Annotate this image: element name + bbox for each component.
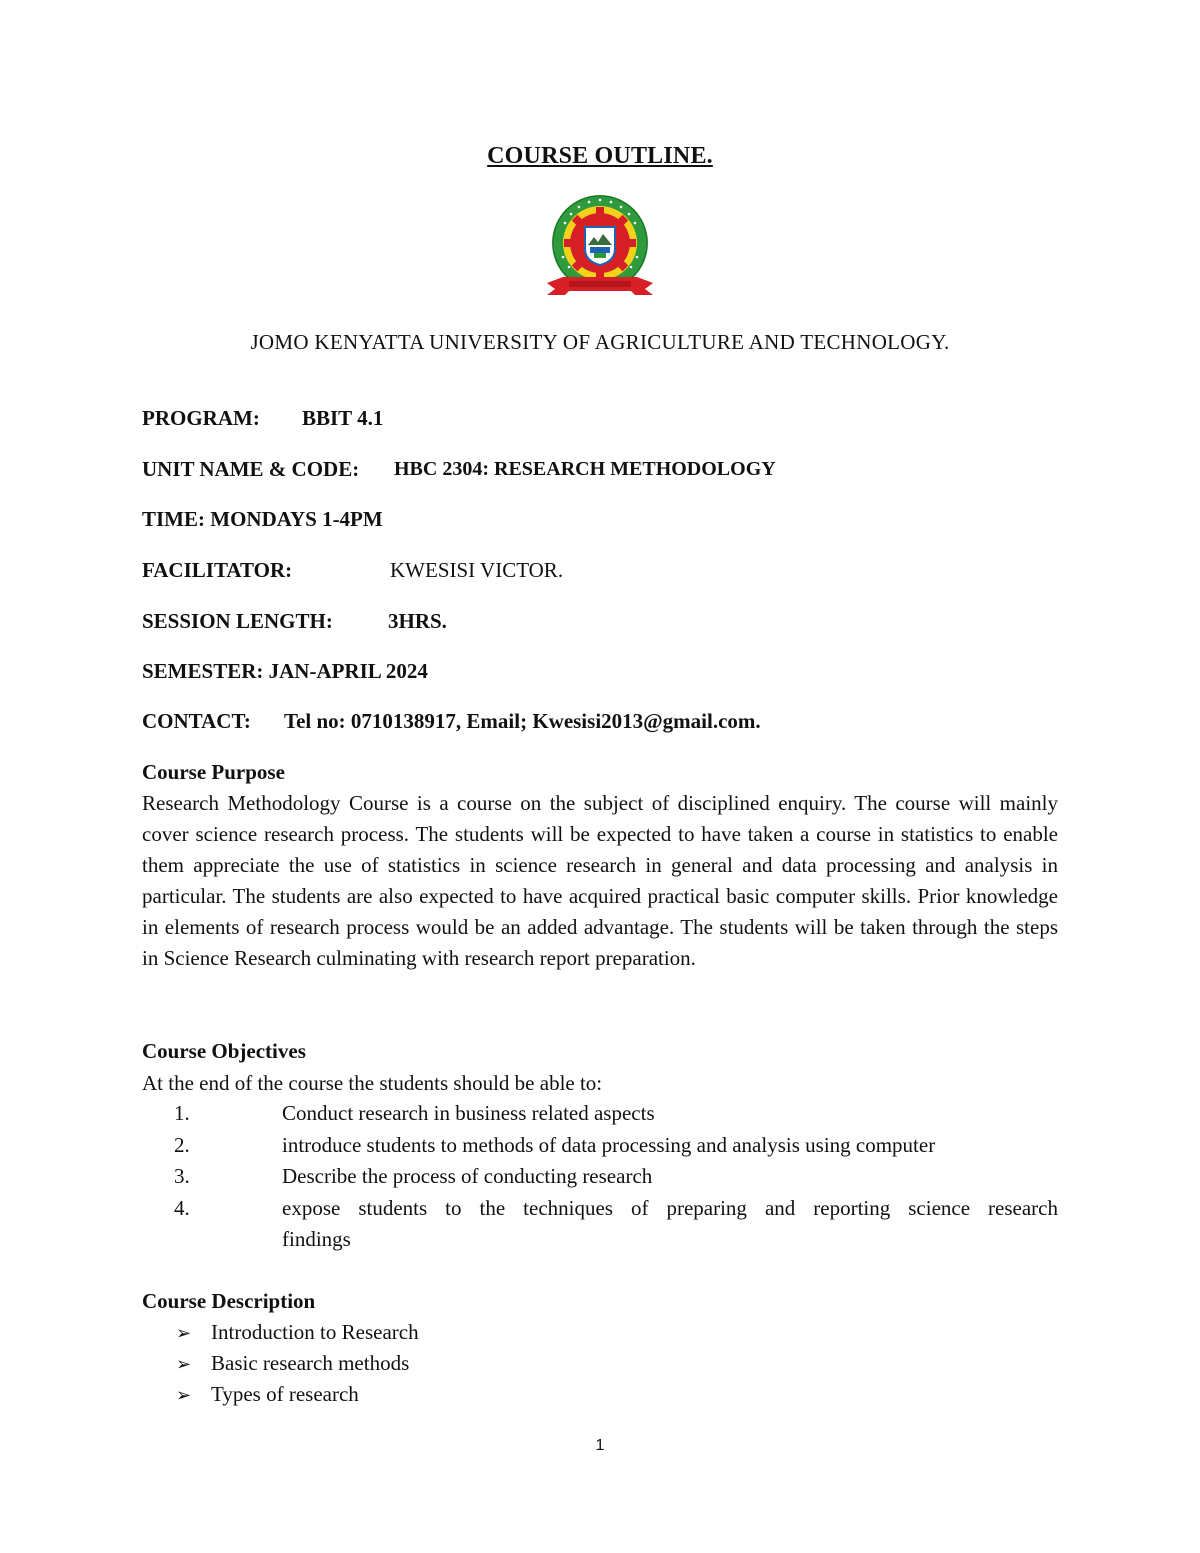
objectives-heading: Course Objectives [142, 1039, 306, 1063]
objective-number: 2. [174, 1133, 190, 1157]
purpose-paragraph: Research Methodology Course is a course on the subject of disciplined enquiry. The course will mainly cover science research process. The students will be expected to have taken a course in statistics to enable them appreciate the use of statistics in science research in general and data processing and analysis in particular. The students are also expected to have acquired practical basic computer skills. Prior knowledge in elements of research process would be an added advantage. The students will be taken through the steps in Science Research culminating with research report preparation. [142, 791, 1058, 970]
objective-text: introduce students to methods of data processing and analysis using computer [282, 1133, 936, 1157]
unit-line [142, 457, 776, 482]
time-line: TIME: MONDAYS 1-4PM [142, 507, 383, 531]
semester-line: SEMESTER: JAN-APRIL 2024 [142, 659, 428, 683]
purpose-heading: Course Purpose [142, 760, 285, 784]
description-item-text: Introduction to Research [211, 1320, 419, 1344]
program-value: BBIT 4.1 [302, 406, 384, 430]
description-item-text: Types of research [211, 1382, 359, 1406]
objective-number: 1. [174, 1101, 190, 1125]
contact-value: Tel no: 0710138917, Email; Kwesisi2013@gmail.com. [284, 709, 761, 733]
program-label: PROGRAM: [142, 406, 260, 430]
objectives-intro: At the end of the course the students should be able to: [142, 1071, 603, 1095]
unit-label: UNIT NAME & CODE: [142, 457, 360, 481]
objective-text: Describe the process of conducting research [282, 1164, 653, 1188]
document-title: COURSE OUTLINE. [487, 143, 713, 169]
objective-number: 4. [174, 1196, 190, 1220]
arrow-bullet-icon: ➢ [176, 1323, 192, 1344]
objective-number: 3. [174, 1164, 190, 1188]
objective-text: Conduct research in business related aspects [282, 1101, 655, 1125]
facilitator-label: FACILITATOR: [142, 558, 293, 582]
facilitator-line [142, 558, 564, 583]
arrow-bullet-icon: ➢ [176, 1385, 192, 1406]
contact-line [142, 709, 761, 734]
university-logo [541, 193, 659, 303]
description-item [176, 1317, 419, 1349]
program-line [142, 406, 384, 431]
description-item-text: Basic research methods [211, 1351, 410, 1375]
contact-label: CONTACT: [142, 709, 251, 733]
objective-text-continuation: findings [282, 1227, 351, 1251]
description-item [176, 1379, 359, 1411]
description-item [176, 1348, 409, 1380]
description-heading: Course Description [142, 1289, 316, 1313]
session-line [142, 609, 447, 634]
unit-value: HBC 2304: RESEARCH METHODOLOGY [394, 458, 776, 480]
facilitator-value: KWESISI VICTOR. [390, 558, 564, 582]
page-number: 1 [595, 1437, 605, 1454]
university-name: JOMO KENYATTA UNIVERSITY OF AGRICULTURE AND TECHNOLOGY. [250, 330, 950, 354]
session-label: SESSION LENGTH: [142, 609, 333, 633]
arrow-bullet-icon: ➢ [176, 1354, 192, 1375]
objective-text: expose students to the techniques of preparing and reporting science research [282, 1196, 1058, 1220]
session-value: 3HRS. [388, 609, 447, 633]
